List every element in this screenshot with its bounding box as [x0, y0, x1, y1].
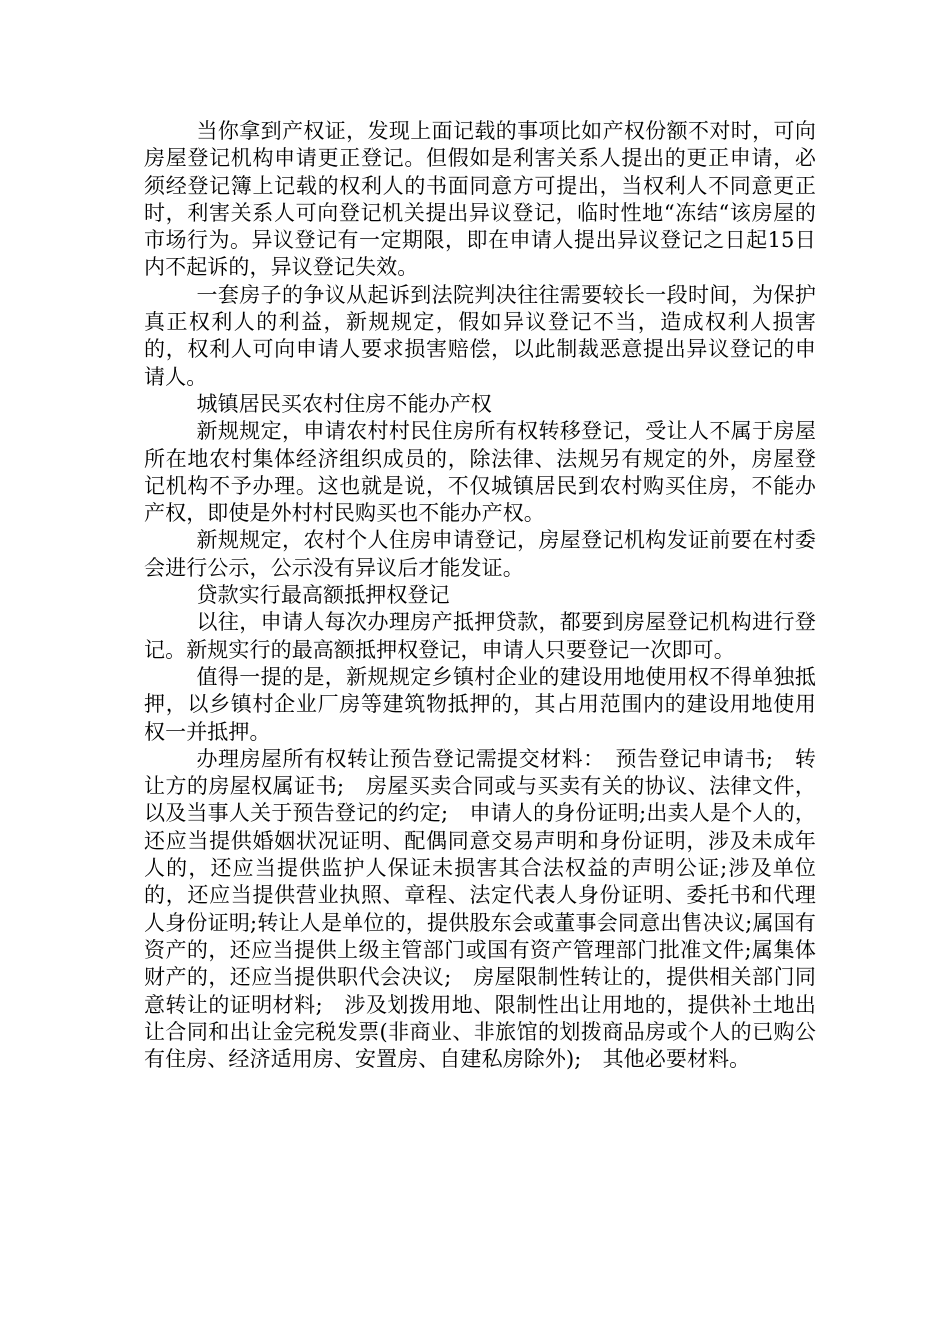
paragraph-correction-registration: 当你拿到产权证，发现上面记载的事项比如产权份额不对时，可向房屋登记机构申请更正登记。但假如是利害关系人提出的更正申请，必须经登记簿上记载的权利人的书面同意方可提出，当权利人不同意更正时，利害关系人可向登记机关提出异议登记，临时性地“冻结“该房屋的市场行为。异议登记有一定期限，即在申请人提出异议登记之日起15日内不起诉的，异议登记失效。: [144, 119, 816, 280]
paragraph-objection-compensation: 一套房子的争议从起诉到法院判决往往需要较长一段时间，为保护真正权利人的利益，新规规定，假如异议登记不当，造成权利人损害的，权利人可向申请人要求损害赔偿，以此制裁恶意提出异议登记的申请人。: [144, 282, 816, 389]
paragraph-mortgage-once: 以往，申请人每次办理房产抵押贷款，都要到房屋登记机构进行登记。新规实行的最高额抵押权登记，申请人只要登记一次即可。: [144, 610, 816, 662]
paragraph-presale-materials: 办理房屋所有权转让预告登记需提交材料： 预告登记申请书; 转让方的房屋权属证书; 房屋买卖合同或与买卖有关的协议、法律文件，以及当事人关于预告登记的约定; 申请人的身份证明;出卖人是个人的，还应当提供婚姻状况证明、配偶同意交易声明和身份证明，涉及未成年人的，还应当提供监护人保证未损害其合法权益的声明公证;涉及单位的，还应当提供营业执照、章程、法定代表人身份证明、委托书和代理人身份证明;转让人是单位的，提供股东会或董事会同意出售决议;属国有资产的，还应当提供上级主管部门或国有资产管理部门批准文件;属集体财产的，还应当提供职代会决议; 房屋限制性转让的，提供相关部门同意转让的证明材料; 涉及划拨用地、限制性出让用地的，提供补土地出让合同和出让金完税发票(非商业、非旅馆的划拨商品房或个人的已购公有住房、经济适用房、安置房、自建私房除外); 其他必要材料。: [144, 746, 816, 1072]
paragraph-rural-transfer-rule: 新规规定，申请农村村民住房所有权转移登记，受让人不属于房屋所在地农村集体经济组织成员的，除法律、法规另有规定的外，房屋登记机构不予办理。这也就是说，不仅城镇居民到农村购买住房，不能办产权，即使是外村村民购买也不能办产权。: [144, 419, 816, 526]
paragraph-township-land-mortgage: 值得一提的是，新规规定乡镇村企业的建设用地使用权不得单独抵押，以乡镇村企业厂房等建筑物抵押的，其占用范围内的建设用地使用权一并抵押。: [144, 664, 816, 744]
paragraph-rural-publicity: 新规规定，农村个人住房申请登记，房屋登记机构发证前要在村委会进行公示，公示没有异议后才能发证。: [144, 528, 816, 580]
document-body: [144, 118, 816, 1073]
section-heading-max-mortgage: 贷款实行最高额抵押权登记: [196, 583, 450, 608]
section-heading-rural-housing: 城镇居民买农村住房不能办产权: [196, 391, 492, 416]
